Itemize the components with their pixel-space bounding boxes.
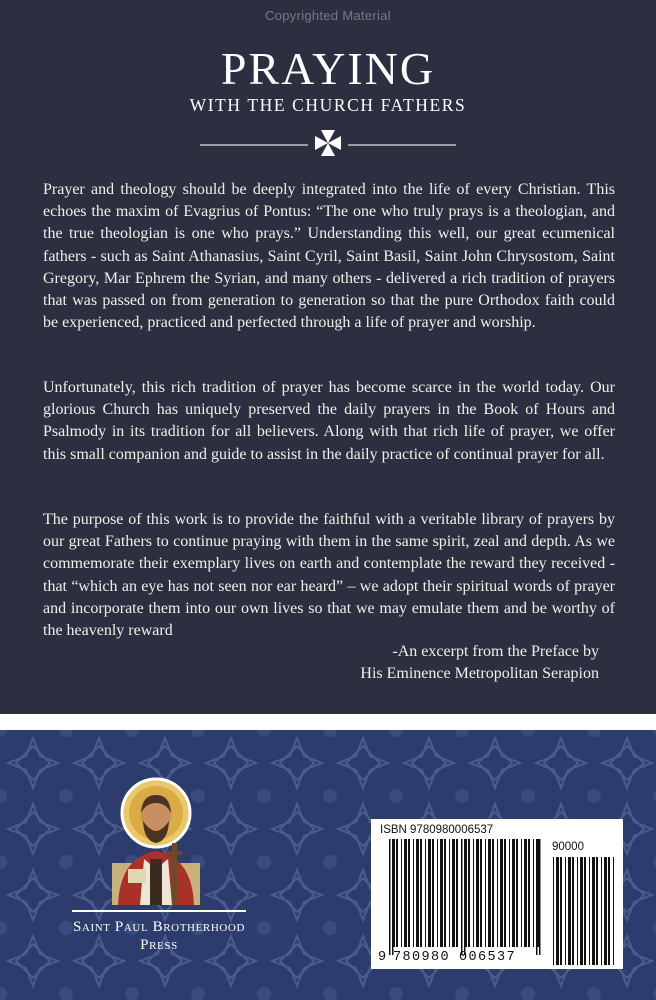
watermark: Copyrighted Material <box>265 8 391 23</box>
cover-divider <box>0 714 656 730</box>
ornament-rule-left <box>200 144 308 146</box>
cross-icon <box>313 128 343 158</box>
excerpt-line-1: -An excerpt from the Preface by <box>392 643 599 660</box>
preface-paragraph-3: The purpose of this work is to provide the faithful with a veritable library of prayers by our great Fathers to continue praying with them in the same spirit, zeal and depth. As we commemorate their exemplary lives on earth and contemplate the reward they received - that “which an eye has not seen nor ear heard” – we adopt their spiritual words of prayer and incorporate them into our own lives so that we may emulate them and be worthy of the heavenly reward <box>43 511 615 640</box>
publisher-line-2: Press <box>140 937 178 953</box>
book-title: PRAYING <box>220 43 436 94</box>
ornament-rule-right <box>348 144 456 146</box>
publisher-rule <box>72 910 246 912</box>
barcode-digit-group-1: 780980 <box>393 950 451 965</box>
book-subtitle: WITH THE CHURCH FATHERS <box>189 95 467 115</box>
barcode-digit-group-2: 006537 <box>459 950 517 965</box>
preface-paragraph-2: Unfortunately, this rich tradition of prayer has become scarce in the world today. Our glorious Church has uniquely preserved the daily prayers in the Book of Hours and Psalmody in its tradition for all believers. Along with that rich life of prayer, we offer this small companion and guide to assist in the daily practice of continual prayer for all. <box>43 379 615 463</box>
price-code: 90000 <box>552 841 584 853</box>
excerpt-line-2: His Eminence Metropolitan Serapion <box>360 665 599 683</box>
barcode-label <box>371 819 623 969</box>
isbn-text: ISBN 9780980006537 <box>380 824 494 836</box>
publisher-line-1: Saint Paul Brotherhood <box>72 919 246 935</box>
preface-paragraph-1: Prayer and theology should be deeply integrated into the life of every Christian. This echoes the maxim of Evagrius of Pontus: “The one who truly prays is a theologian, and the true theologian is one who prays.” Understanding this well, our great ecumenical fathers - such as Saint Athanasius, Saint Cyril, Saint Basil, Saint John Chrysostom, Saint Gregory, Mar Ephrem the Syrian, and many others - delivered a rich tradition of prayers that was passed on from generation to generation so that the pure Orthodox faith could be experienced, practiced and perfected through a life of prayer and worship. <box>43 181 615 332</box>
saint-icon <box>104 773 208 905</box>
barcode-first-digit: 9 <box>378 950 387 965</box>
publisher-name <box>54 918 264 954</box>
excerpt-attribution <box>360 641 599 685</box>
barcode-icon <box>371 819 623 969</box>
